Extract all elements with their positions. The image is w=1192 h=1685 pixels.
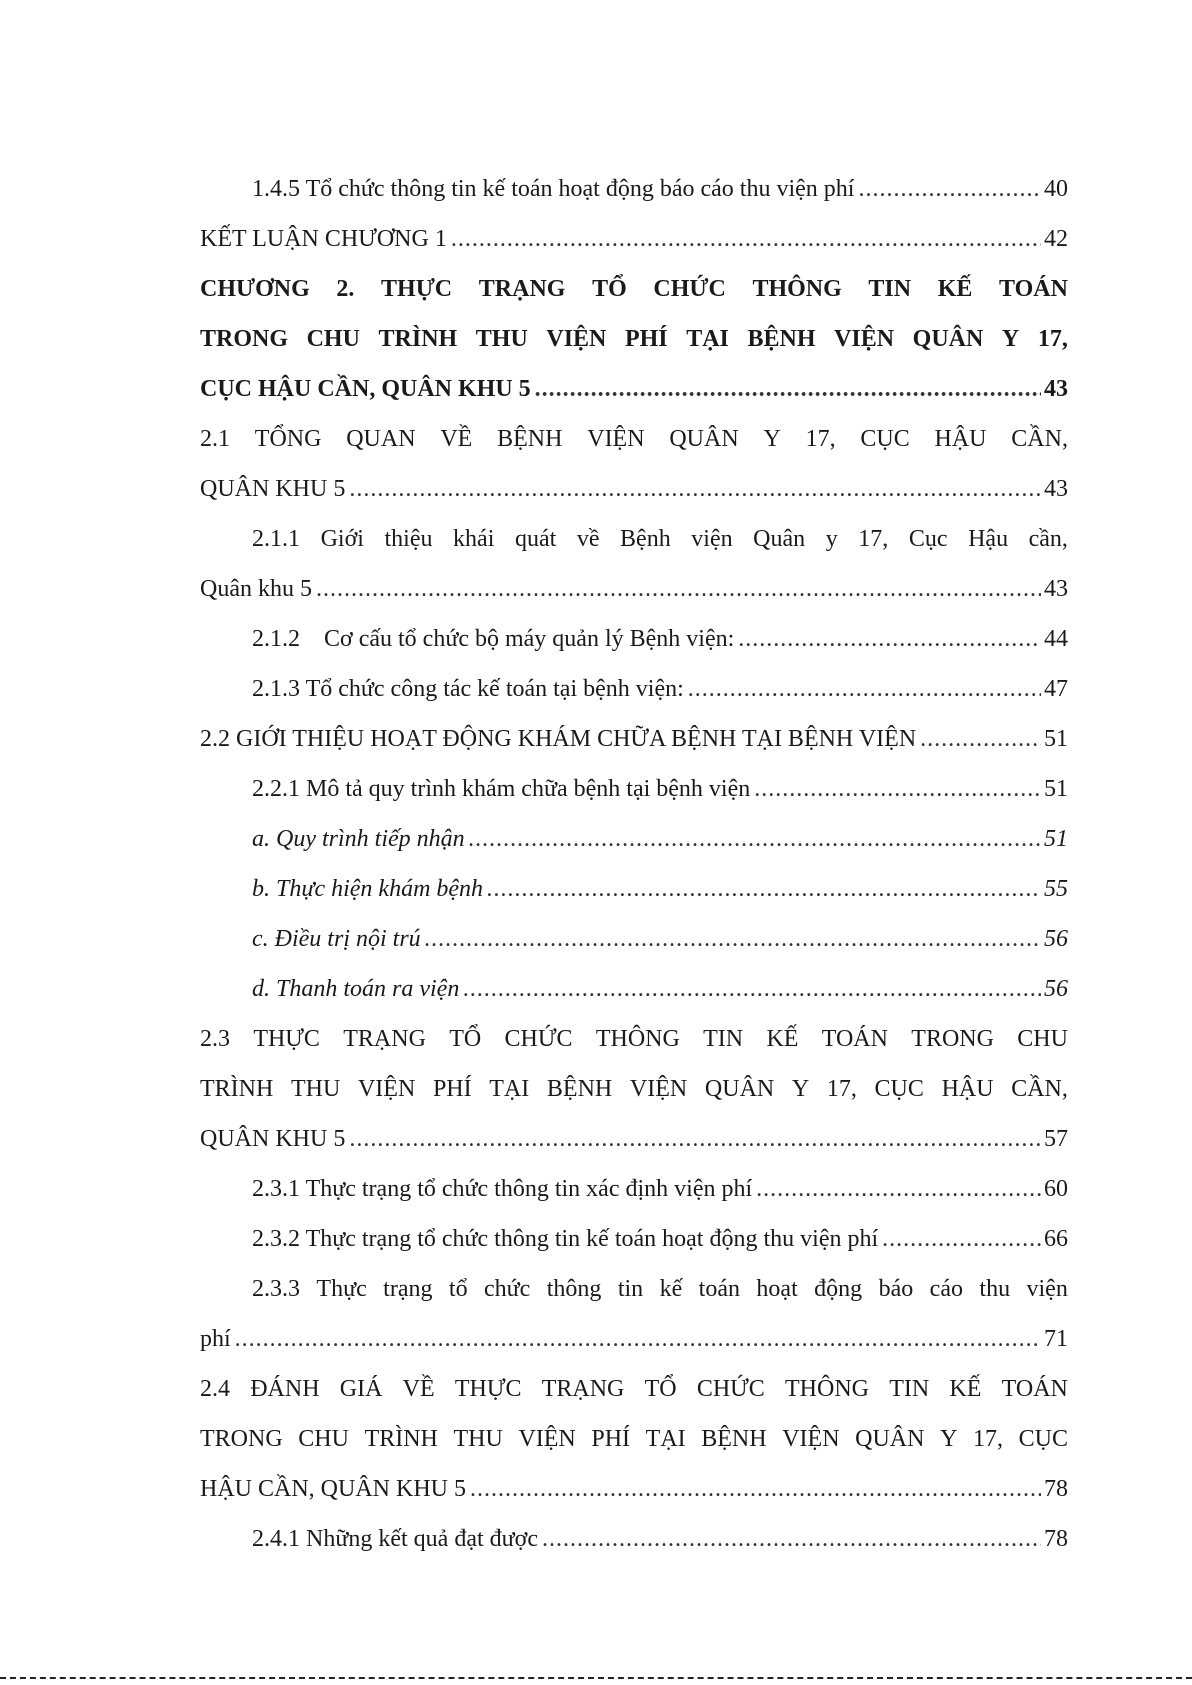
toc-entry-title: 2.4.1 Những kết quả đạt được (252, 1526, 538, 1552)
toc-entry-title: KẾT LUẬN CHƯƠNG 1 (200, 226, 447, 252)
title-word: THỰC (253, 1026, 320, 1052)
toc-entry-title-line (200, 1064, 1068, 1114)
title-word: THỰC (381, 276, 453, 302)
title-word: 2.1.1 (252, 526, 300, 552)
title-word: Bệnh (620, 526, 671, 552)
toc-entry-title: QUÂN KHU 5 (200, 1126, 346, 1152)
toc-entry-title: 2.2 GIỚI THIỆU HOẠT ĐỘNG KHÁM CHỮA BỆNH TẠI BỆNH VIỆN (200, 726, 917, 752)
toc-entry[interactable] (200, 764, 1068, 814)
title-word: kế (659, 1276, 683, 1302)
title-word: VIỆN (834, 326, 895, 352)
dot-leader (349, 1114, 1041, 1164)
toc-entry-title-line (200, 414, 1068, 464)
dot-leader (349, 464, 1041, 514)
dot-leader (542, 1514, 1041, 1564)
toc-entry-title-line (200, 264, 1068, 314)
toc-page-number: 43 (1044, 576, 1068, 602)
title-word: PHÍ (432, 1076, 472, 1102)
dot-leader (688, 664, 1041, 714)
toc-page-number: 60 (1044, 1176, 1068, 1202)
toc-entry-title: a. Quy trình tiếp nhận (252, 826, 465, 852)
title-word: THU (475, 326, 528, 352)
title-word: CHU (306, 326, 360, 352)
toc-entry-title: b. Thực hiện khám bệnh (252, 876, 484, 902)
dot-leader (469, 814, 1041, 864)
dot-leader (920, 714, 1041, 764)
toc-page-number: 51 (1044, 826, 1068, 852)
title-word: TẠI (686, 326, 729, 352)
title-word: 17, (973, 1426, 1004, 1452)
toc-entry-2-1[interactable] (200, 414, 1068, 514)
title-word: VỀ (440, 426, 473, 452)
title-word: CẦN, (1011, 426, 1068, 452)
title-word: TỔ (592, 276, 627, 302)
title-word: Y (791, 1076, 810, 1102)
title-word: 17, (858, 526, 889, 552)
title-word: BỆNH (546, 1076, 613, 1102)
dot-leader (235, 1314, 1041, 1364)
title-word: THÔNG (752, 276, 842, 302)
title-word: TIN (868, 276, 912, 302)
title-word: KẾ (949, 1376, 982, 1402)
toc-entry-title-line (200, 1014, 1068, 1064)
toc-entry-chapter-2[interactable] (200, 264, 1068, 414)
dot-leader (738, 614, 1041, 664)
dot-leader (882, 1214, 1041, 1264)
toc-entry-title: HẬU CẦN, QUÂN KHU 5 (200, 1476, 466, 1502)
toc-entry-title-line (200, 1414, 1068, 1464)
toc-page-number: 42 (1044, 226, 1068, 252)
title-word: viện (691, 526, 733, 552)
toc-entry-title: CỤC HẬU CẦN, QUÂN KHU 5 (200, 376, 531, 402)
toc-entry-title: Quân khu 5 (200, 576, 312, 602)
toc-page-number: 57 (1044, 1126, 1068, 1152)
title-word: VIỆN (357, 1076, 416, 1102)
title-word: VIỆN (587, 426, 645, 452)
toc-page-number: 47 (1044, 676, 1068, 702)
title-word: TRÌNH (200, 1076, 274, 1102)
title-word: TIN (889, 1376, 930, 1402)
title-word: CHU (1017, 1026, 1068, 1052)
dot-leader (316, 564, 1041, 614)
toc-entry-title: 2.1.2 Cơ cấu tổ chức bộ máy quản lý Bệnh viện: (252, 626, 735, 652)
title-word: tin (617, 1276, 644, 1302)
title-word: TỔ (449, 1026, 482, 1052)
dot-leader (487, 864, 1041, 914)
title-word: HẬU (934, 426, 987, 452)
title-word: QUÂN (912, 326, 984, 352)
title-word: hoạt (756, 1276, 798, 1302)
title-word: CHƯƠNG (200, 276, 310, 302)
dot-leader (858, 164, 1041, 214)
toc-page-number: 51 (1044, 776, 1068, 802)
dot-leader (756, 1164, 1041, 1214)
title-word: THÔNG (595, 1026, 680, 1052)
title-word: QUÂN (704, 1076, 775, 1102)
toc-entry-title-line (200, 514, 1068, 564)
title-word: CHỨC (504, 1026, 573, 1052)
title-word: VIỆN (782, 1426, 840, 1452)
title-word: Hậu (968, 526, 1009, 552)
toc-page-number: 43 (1044, 476, 1068, 502)
toc-entry-title: 1.4.5 Tổ chức thông tin kế toán hoạt động báo cáo thu viện phí (252, 176, 855, 202)
title-word: cần, (1028, 526, 1068, 552)
title-word: về (576, 526, 600, 552)
title-word: TRÌNH (364, 1426, 438, 1452)
title-word: Y (763, 426, 781, 452)
title-word: VỀ (402, 1376, 435, 1402)
title-word: Y (940, 1426, 958, 1452)
title-word: HẬU (941, 1076, 994, 1102)
title-word: GIÁ (339, 1376, 383, 1402)
title-word: TRẠNG (343, 1026, 426, 1052)
title-word: 2.3.3 (252, 1276, 300, 1302)
title-word: CẦN, (1011, 1076, 1068, 1102)
title-word: CHỨC (696, 1376, 765, 1402)
toc-page-number: 56 (1044, 926, 1068, 952)
toc-entry-title-line (200, 314, 1068, 364)
title-word: CHỨC (653, 276, 726, 302)
title-word: THỰC (454, 1376, 522, 1402)
title-word: CỤC (860, 426, 910, 452)
toc-entry[interactable] (200, 714, 1068, 764)
title-word: cáo (929, 1276, 963, 1302)
toc-entry-2-3[interactable] (200, 1014, 1068, 1164)
title-word: 17, (826, 1076, 857, 1102)
title-word: Cục (908, 526, 948, 552)
title-word: THU (290, 1076, 341, 1102)
toc-entry-2-3-3[interactable] (200, 1264, 1068, 1364)
title-word: THÔNG (785, 1376, 869, 1402)
title-word: QUÂN (669, 426, 739, 452)
title-word: thiệu (384, 526, 433, 552)
toc-entry-2-1-1[interactable] (200, 514, 1068, 614)
title-word: Y (1001, 326, 1020, 352)
title-word: báo (878, 1276, 914, 1302)
toc-entry[interactable] (200, 664, 1068, 714)
title-word: 2.4 (200, 1376, 230, 1402)
title-word: Giới (320, 526, 364, 552)
title-word: THU (453, 1426, 503, 1452)
title-word: VIỆN (546, 326, 607, 352)
toc-entry[interactable] (200, 964, 1068, 1014)
title-word: CỤC (1018, 1426, 1068, 1452)
toc-entry[interactable] (200, 1214, 1068, 1264)
title-word: động (814, 1276, 863, 1302)
dot-leader (535, 364, 1041, 414)
title-word: 2.3 (200, 1026, 230, 1052)
title-word: tổ (448, 1276, 468, 1302)
title-word: ĐÁNH (250, 1376, 320, 1402)
toc-entry-title: 2.2.1 Mô tả quy trình khám chữa bệnh tại bệnh viện (252, 776, 751, 802)
toc-entry[interactable] (200, 164, 1068, 214)
title-word: trạng (383, 1276, 433, 1302)
title-word: TRẠNG (541, 1376, 625, 1402)
toc-entry-last-line (200, 364, 1068, 414)
title-word: TRONG (200, 326, 289, 352)
title-word: BỆNH (701, 1426, 767, 1452)
title-word: thông (546, 1276, 602, 1302)
title-word: TRONG (200, 1426, 283, 1452)
dot-leader (463, 964, 1041, 1014)
title-word: y (825, 526, 838, 552)
title-word: Thực (316, 1276, 367, 1302)
toc-page-number: 43 (1044, 376, 1068, 402)
toc-entry-title: c. Điều trị nội trú (252, 926, 421, 952)
title-word: khái (453, 526, 495, 552)
toc-entry-title-line (200, 1264, 1068, 1314)
title-word: KẾ (937, 276, 973, 302)
title-word: 17, (805, 426, 836, 452)
toc-entry[interactable] (200, 214, 1068, 264)
toc-page-number: 71 (1044, 1326, 1068, 1352)
title-word: TỔNG (254, 426, 322, 452)
toc-entry-title: QUÂN KHU 5 (200, 476, 346, 502)
dot-leader (425, 914, 1041, 964)
title-word: thu (979, 1276, 1011, 1302)
dot-leader (451, 214, 1041, 264)
toc-entry-last-line (200, 1114, 1068, 1164)
toc-entry[interactable] (200, 914, 1068, 964)
toc-page-number: 78 (1044, 1476, 1068, 1502)
title-word: 2. (336, 276, 355, 302)
title-word: CHU (298, 1426, 349, 1452)
title-word: VIỆN (629, 1076, 688, 1102)
toc-entry-title-line (200, 1364, 1068, 1414)
toc-page-number: 78 (1044, 1526, 1068, 1552)
title-word: TRONG (911, 1026, 994, 1052)
title-word: TRÌNH (378, 326, 458, 352)
toc-entry-last-line (200, 464, 1068, 514)
title-word: TOÁN (999, 276, 1068, 302)
title-word: KẾ (766, 1026, 799, 1052)
toc-entry-title: 2.3.1 Thực trạng tổ chức thông tin xác định viện phí (252, 1176, 753, 1202)
title-word: TỔ (644, 1376, 677, 1402)
title-word: TOÁN (821, 1026, 888, 1052)
toc-entry[interactable] (200, 1164, 1068, 1214)
toc-page-number: 40 (1044, 176, 1068, 202)
page-bottom-edge (0, 1677, 1192, 1679)
toc-page-number: 56 (1044, 976, 1068, 1002)
dot-leader (754, 764, 1041, 814)
title-word: TOÁN (1001, 1376, 1068, 1402)
title-word: PHÍ (624, 326, 668, 352)
title-word: QUÂN (855, 1426, 925, 1452)
title-word: PHÍ (591, 1426, 631, 1452)
title-word: chức (484, 1276, 531, 1302)
toc-page-number: 55 (1044, 876, 1068, 902)
title-word: TẠI (645, 1426, 686, 1452)
title-word: 17, (1037, 326, 1068, 352)
toc-entry[interactable] (200, 814, 1068, 864)
title-word: QUAN (346, 426, 416, 452)
toc-entry-title: d. Thanh toán ra viện (252, 976, 460, 1002)
title-word: TIN (703, 1026, 744, 1052)
toc-entry-title: 2.1.3 Tổ chức công tác kế toán tại bệnh viện: (252, 676, 684, 702)
title-word: 2.1 (200, 426, 230, 452)
toc-entry-last-line (200, 1464, 1068, 1514)
toc-page-number: 51 (1044, 726, 1068, 752)
toc-entry[interactable] (200, 864, 1068, 914)
title-word: VIỆN (518, 1426, 576, 1452)
title-word: quát (514, 526, 557, 552)
title-word: BỆNH (497, 426, 563, 452)
toc-entry-title: 2.3.2 Thực trạng tổ chức thông tin kế toán hoạt động thu viện phí (252, 1226, 879, 1252)
toc-entry[interactable] (200, 1514, 1068, 1564)
toc-entry[interactable] (200, 614, 1068, 664)
toc-entry-title: phí (200, 1326, 231, 1352)
title-word: Quân (753, 526, 806, 552)
toc-page-number: 44 (1044, 626, 1068, 652)
toc-entry-last-line (200, 1314, 1068, 1364)
title-word: CỤC (874, 1076, 924, 1102)
toc-entry-2-4[interactable] (200, 1364, 1068, 1514)
title-word: toán (698, 1276, 740, 1302)
dot-leader (470, 1464, 1041, 1514)
toc-page-number: 66 (1044, 1226, 1068, 1252)
table-of-contents (200, 164, 1068, 1564)
title-word: BỆNH (747, 326, 816, 352)
title-word: TẠI (489, 1076, 530, 1102)
toc-entry-last-line (200, 564, 1068, 614)
title-word: TRẠNG (478, 276, 566, 302)
title-word: viện (1026, 1276, 1068, 1302)
